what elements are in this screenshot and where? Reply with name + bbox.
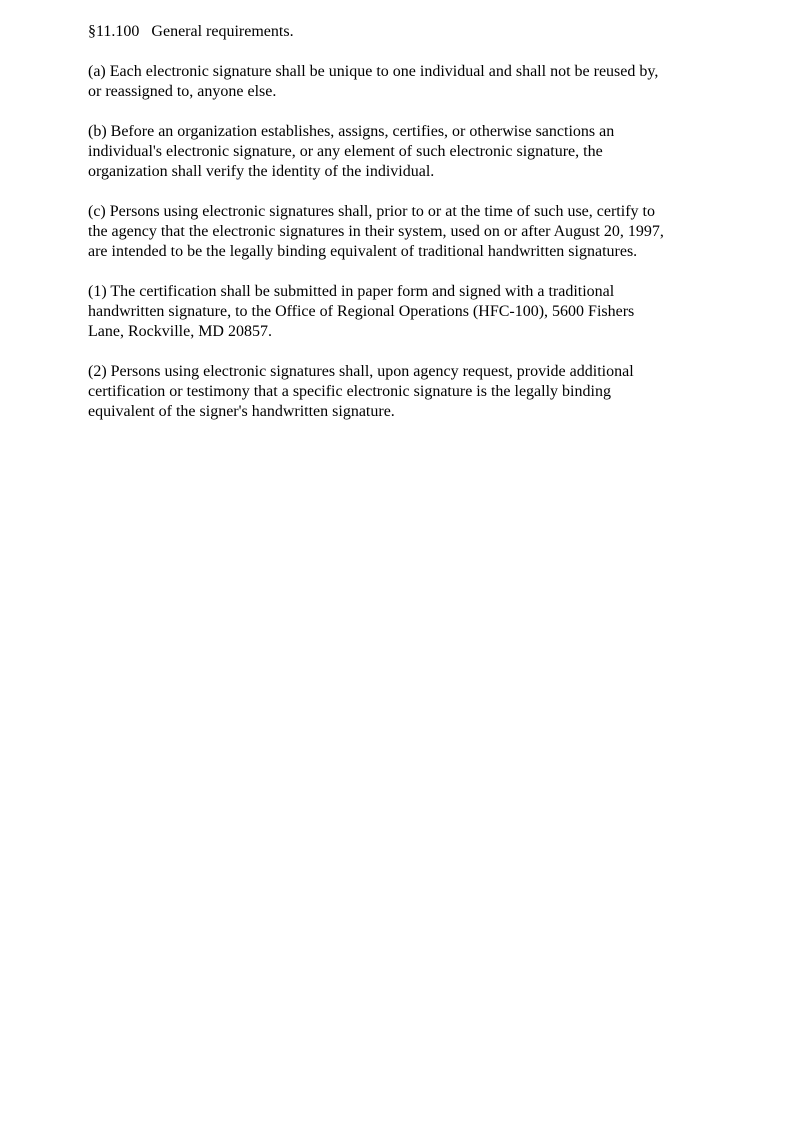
paragraph-c-2 [88,362,708,422]
paragraph-line: or reassigned to, anyone else. [88,83,277,100]
paragraph-line: the agency that the electronic signatures in their system, used on or after August 20, 1997, [88,223,664,240]
paragraph-line: (b) Before an organization establishes, assigns, certifies, or otherwise sanctions an [88,123,615,140]
paragraph-line: are intended to be the legally binding equivalent of traditional handwritten signatures. [88,243,638,260]
paragraph-line: (c) Persons using electronic signatures shall, prior to or at the time of such use, certify to [88,203,655,220]
paragraph-line: equivalent of the signer's handwritten signature. [88,403,395,420]
paragraph-line: (a) Each electronic signature shall be unique to one individual and shall not be reused by, [88,63,659,80]
paragraph-line: certification or testimony that a specific electronic signature is the legally binding [88,383,611,400]
paragraph-line: organization shall verify the identity of the individual. [88,163,435,180]
paragraph-b [88,122,708,182]
section-heading: §11.100 General requirements. [88,23,294,40]
paragraph-line: (2) Persons using electronic signatures shall, upon agency request, provide additional [88,363,634,380]
paragraph-c-1 [88,282,708,342]
paragraph-line: Lane, Rockville, MD 20857. [88,323,272,340]
paragraph-c [88,202,708,262]
document-page [88,22,708,442]
paragraph-line: individual's electronic signature, or any element of such electronic signature, the [88,143,603,160]
paragraph-line: handwritten signature, to the Office of Regional Operations (HFC-100), 5600 Fishers [88,303,635,320]
paragraph-line: (1) The certification shall be submitted in paper form and signed with a traditional [88,283,615,300]
paragraph-a [88,62,708,102]
